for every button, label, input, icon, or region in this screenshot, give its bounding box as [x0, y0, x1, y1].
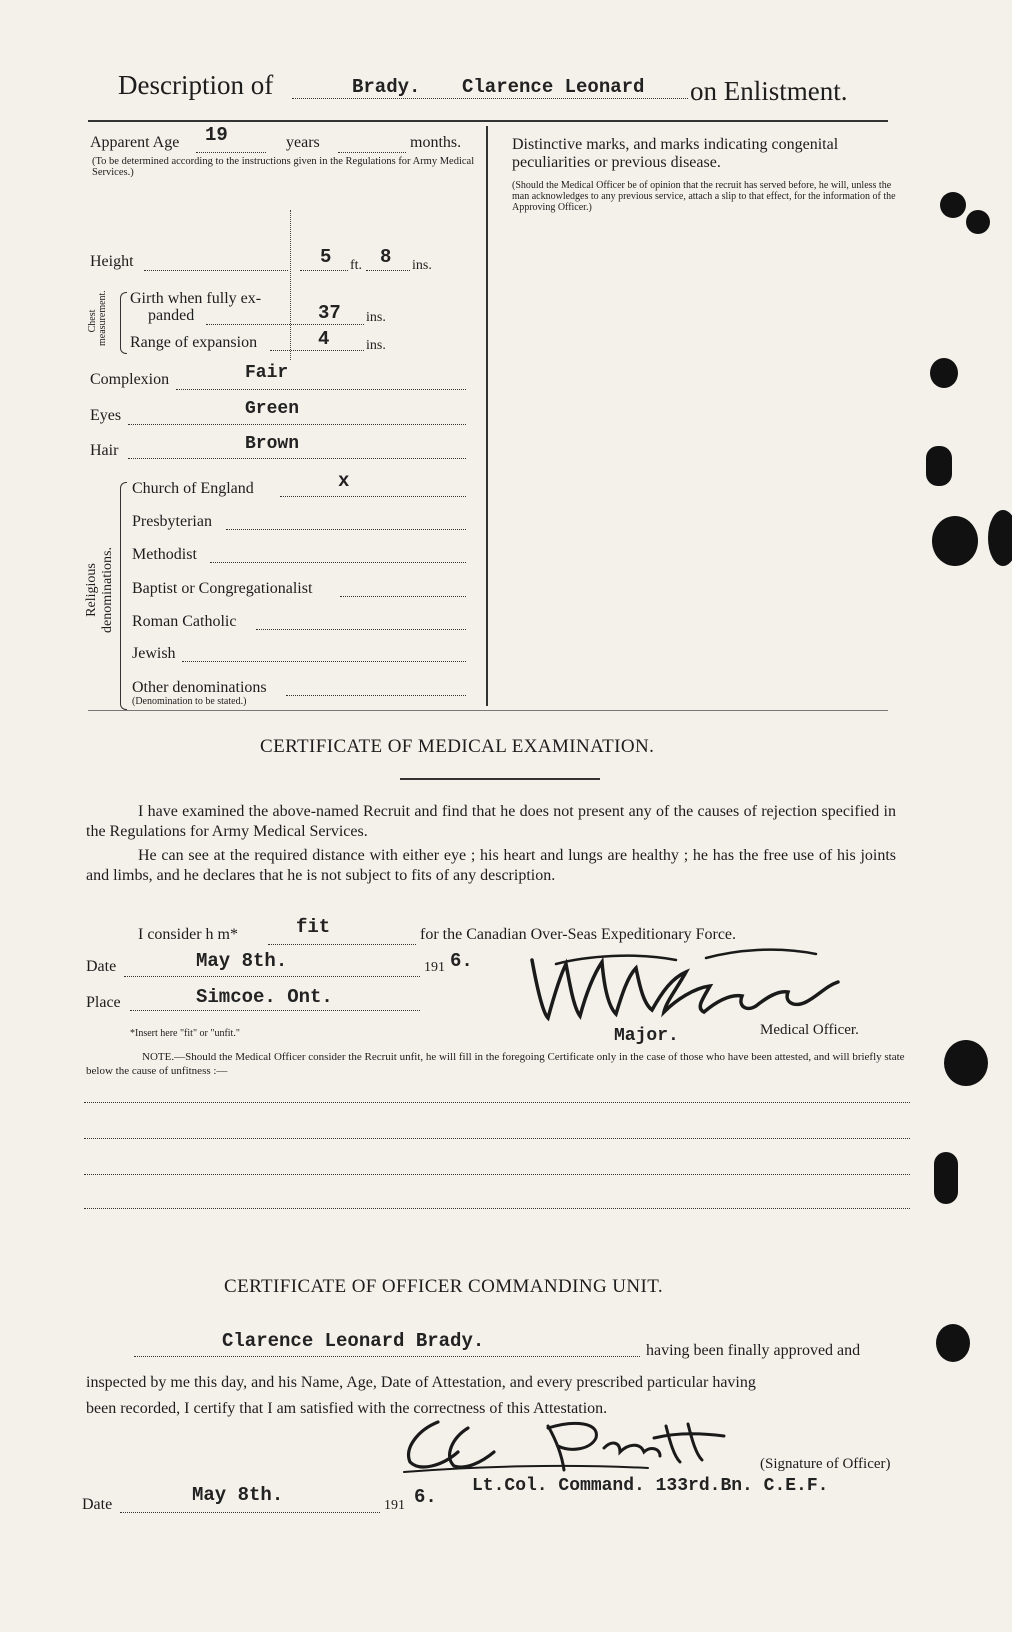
- medical-date-label: Date: [86, 958, 117, 975]
- religion-item-other: Other denominations: [132, 679, 267, 696]
- binder-hole-6: [988, 510, 1012, 566]
- force-label: for the Canadian Over-Seas Expeditionary Force.: [420, 926, 737, 943]
- unfitness-line-2: [84, 1138, 910, 1139]
- commanding-text-1: having been finally approved and: [646, 1342, 861, 1359]
- commanding-date-value: May 8th.: [192, 1484, 284, 1506]
- religion-item-jewish: Jewish: [132, 645, 176, 662]
- column-divider: [486, 126, 488, 706]
- consider-label: I consider h m*: [138, 926, 238, 943]
- religion-side-label: Religious denominations.: [84, 547, 115, 633]
- girth-label-line1: Girth when fully ex-: [130, 290, 262, 307]
- religion-item-roman-catholic: Roman Catholic: [132, 613, 237, 630]
- chest-brace: [120, 292, 127, 354]
- medical-officer-label: Medical Officer.: [760, 1022, 859, 1038]
- medical-officer-signature: [526, 942, 846, 1026]
- commanding-date-label: Date: [82, 1496, 113, 1513]
- insert-note: *Insert here "fit" or "unfit.": [130, 1028, 240, 1039]
- height-ins-label: ins.: [412, 258, 432, 273]
- place-label: Place: [86, 994, 121, 1011]
- medical-date-value: May 8th.: [196, 950, 288, 972]
- range-label: Range of expansion: [130, 334, 258, 351]
- religion-item-methodist: Methodist: [132, 546, 197, 563]
- binder-hole-2: [966, 210, 990, 234]
- commanding-text-2: inspected by me this day, and his Name, Age, Date of Attestation, and every prescribed particular having: [86, 1374, 756, 1391]
- height-inches-value: 8: [380, 246, 392, 268]
- medical-paragraph-2: He can see at the required distance with either eye ; his heart and lungs are healthy ; he has the free use of his joints and limbs, and he declares that he is not subject to fits of any description.: [86, 847, 896, 884]
- binder-hole-7: [944, 1040, 988, 1086]
- fitness-value: fit: [296, 916, 331, 938]
- age-value: 19: [205, 124, 228, 146]
- range-unit: ins.: [366, 338, 386, 353]
- girth-unit: ins.: [366, 310, 386, 325]
- given-names-value: Clarence Leonard: [462, 76, 645, 98]
- height-feet-value: 5: [320, 246, 332, 268]
- age-label: Apparent Age: [90, 134, 180, 151]
- medical-paragraph-1: I have examined the above-named Recruit and find that he does not present any of the causes of rejection specified in the Regulations for Army Medical Services.: [86, 803, 896, 840]
- commanding-year-digit: 6.: [414, 1486, 437, 1508]
- medical-year-prefix: 191: [424, 960, 445, 975]
- binder-hole-9: [936, 1324, 970, 1362]
- age-note: (To be determined according to the instructions given in the Regulations for Army Medical Services.): [92, 156, 475, 178]
- eyes-label: Eyes: [90, 407, 122, 424]
- girth-value: 37: [318, 302, 341, 324]
- signature-of-officer-label: (Signature of Officer): [760, 1456, 891, 1472]
- binder-hole-5: [932, 516, 978, 566]
- commanding-officer-signature: [398, 1408, 728, 1478]
- commanding-year-prefix: 191: [384, 1498, 405, 1513]
- commanding-name-value: Clarence Leonard Brady.: [222, 1330, 485, 1352]
- binder-hole-8: [934, 1152, 958, 1204]
- hair-label: Hair: [90, 442, 119, 459]
- surname-value: Brady.: [352, 76, 421, 98]
- complexion-value: Fair: [245, 363, 289, 383]
- header-prefix: Description of: [118, 70, 274, 100]
- form-header: [118, 70, 273, 101]
- months-label: months.: [410, 134, 462, 151]
- binder-hole-3: [930, 358, 958, 388]
- height-label: Height: [90, 253, 134, 270]
- years-label: years: [286, 134, 320, 151]
- complexion-label: Complexion: [90, 371, 170, 388]
- religion-item-presbyterian: Presbyterian: [132, 513, 212, 530]
- unfitness-line-4: [84, 1208, 910, 1209]
- range-value: 4: [318, 328, 330, 350]
- commanding-rank-value: Lt.Col. Command. 133rd.Bn. C.E.F.: [472, 1476, 829, 1496]
- religion-mark: x: [338, 470, 350, 492]
- religion-note: (Denomination to be stated.): [132, 696, 247, 707]
- binder-hole-4: [926, 446, 952, 486]
- medical-certificate-title: CERTIFICATE OF MEDICAL EXAMINATION.: [260, 736, 655, 757]
- header-suffix: on Enlistment.: [690, 76, 848, 106]
- medical-year-digit: 6.: [450, 950, 473, 972]
- hair-value: Brown: [245, 434, 300, 454]
- place-value: Simcoe. Ont.: [196, 986, 333, 1008]
- religion-brace: [120, 482, 127, 710]
- commanding-certificate-title: CERTIFICATE OF OFFICER COMMANDING UNIT.: [224, 1276, 663, 1297]
- commanding-text-3: been recorded, I certify that I am satisfied with the correctness of this Attestation.: [86, 1400, 608, 1417]
- unfitness-line-1: [84, 1102, 910, 1103]
- religion-item-baptist: Baptist or Congregationalist: [132, 580, 313, 597]
- medical-officer-rank: Major.: [614, 1026, 679, 1046]
- unfitness-line-3: [84, 1174, 910, 1175]
- distinctive-marks-note: (Should the Medical Officer be of opinion that the recruit has served before, he will, unless the man acknowledges to any previous service, attach a slip to that effect, for the information of the Approving Officer.): [512, 180, 896, 213]
- distinctive-marks-heading: Distinctive marks, and marks indicating congenital peculiarities or previous disease.: [512, 136, 839, 171]
- medical-note: NOTE.—Should the Medical Officer consider the Recruit unfit, he will fill in the foregoing Certificate only in the case of those who have been attested, and will briefly state below the cause of unfitness :—: [86, 1051, 905, 1077]
- religion-item-church-of-england: Church of England: [132, 480, 254, 497]
- girth-label-line2: panded: [148, 307, 195, 324]
- chest-side-label: Chest measurement.: [87, 290, 108, 346]
- binder-hole-1: [940, 192, 966, 218]
- height-ft-label: ft.: [350, 258, 363, 273]
- eyes-value: Green: [245, 399, 300, 419]
